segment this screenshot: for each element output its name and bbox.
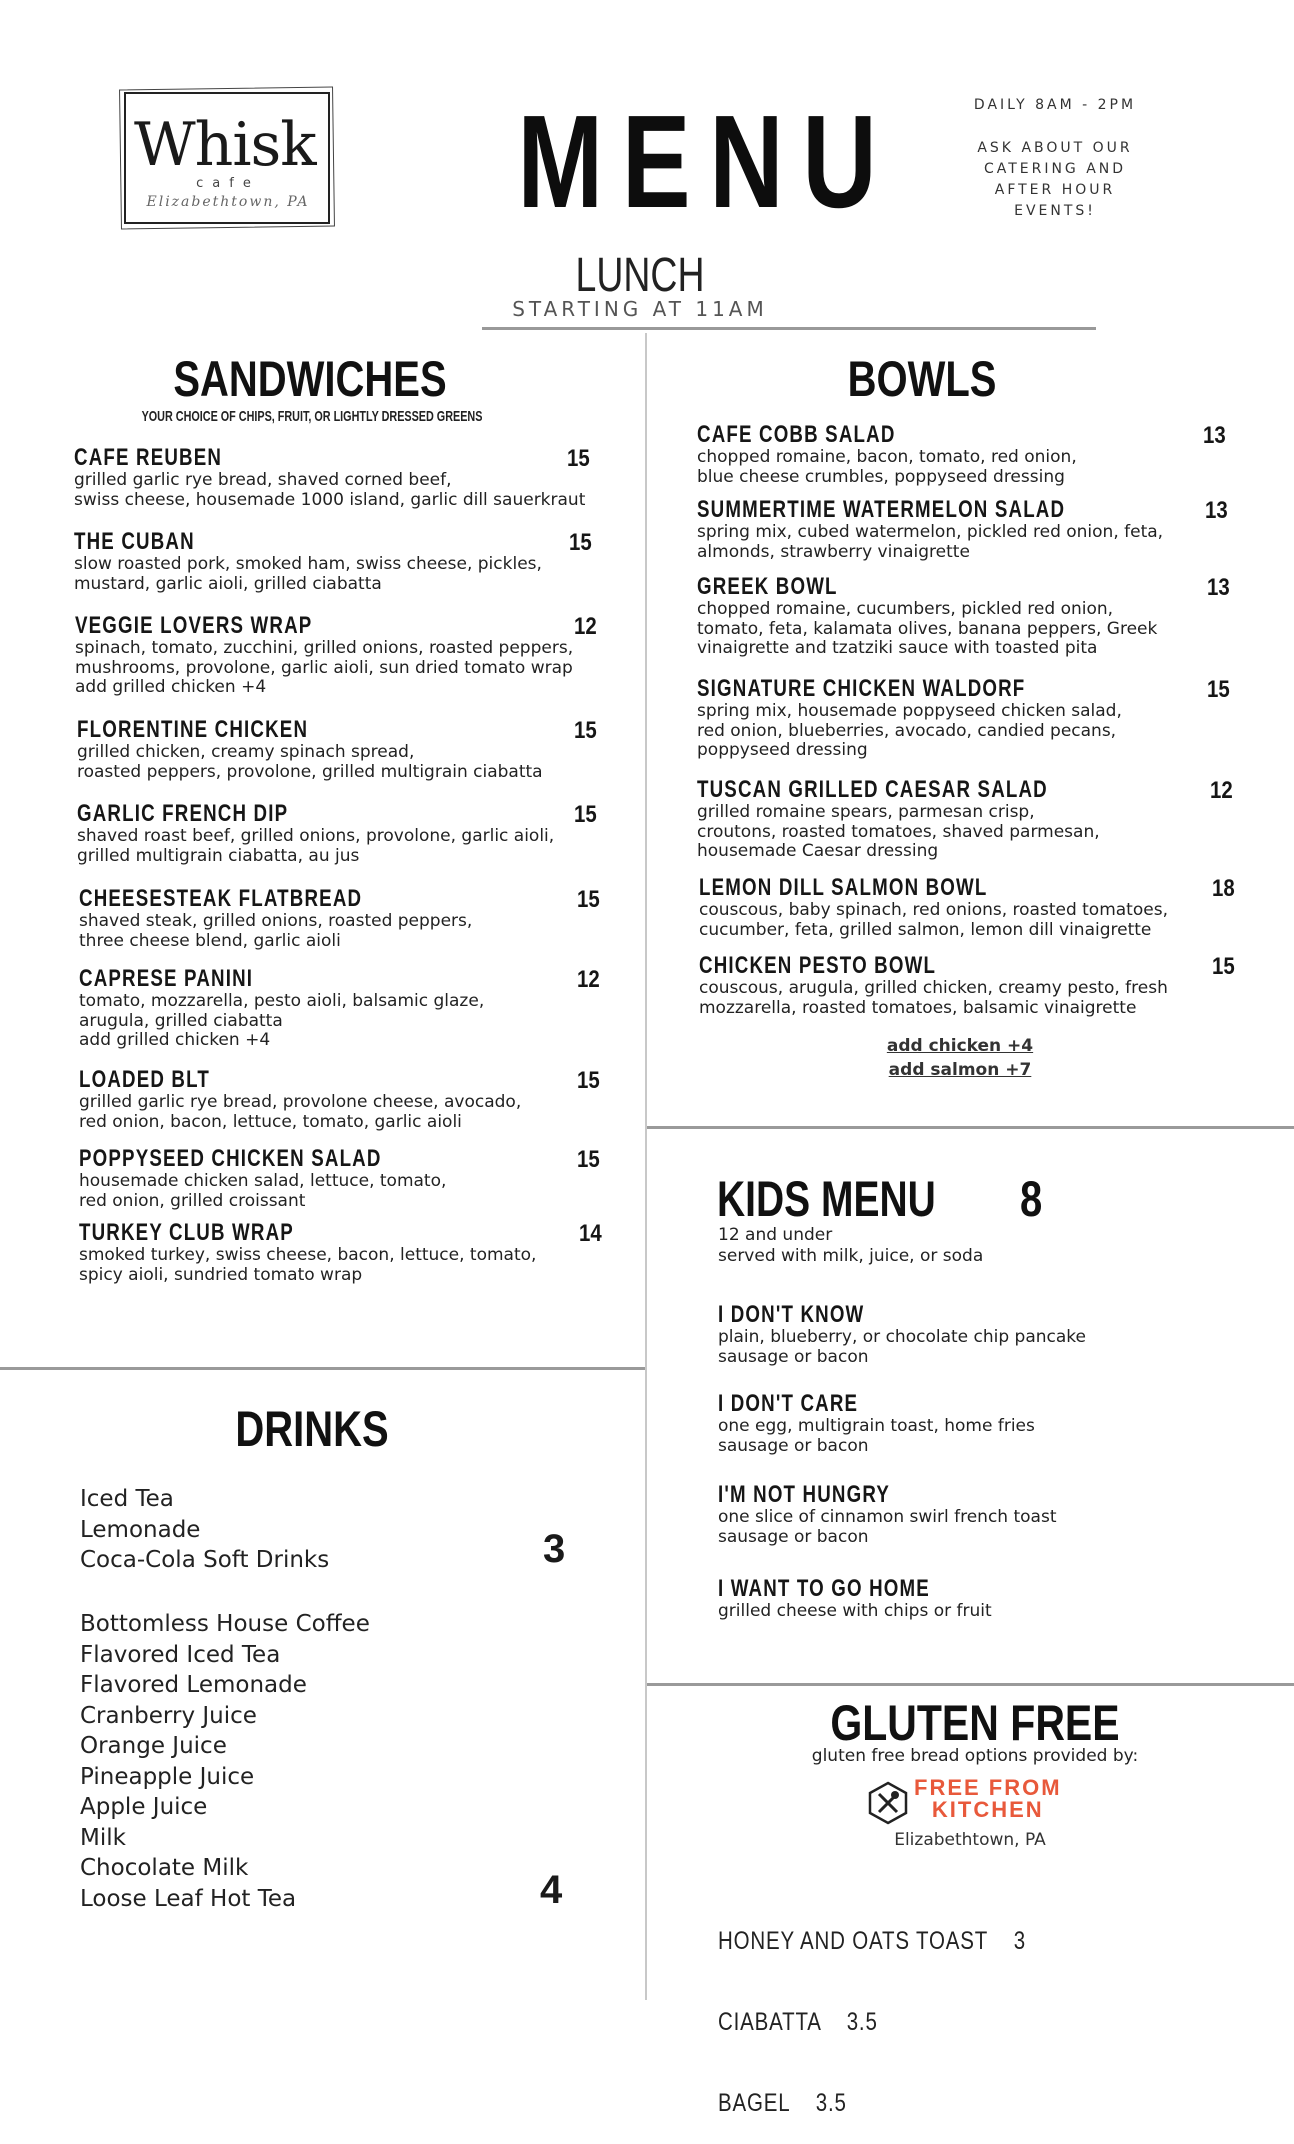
menu-item: THE CUBAN slow roasted pork, smoked ham, swiss cheese, pickles, mustard, garlic aioli, grilled ciabatta <box>74 528 542 594</box>
item-price: 12 <box>577 966 600 993</box>
drink-item: Cranberry Juice <box>80 1702 257 1729</box>
meal-heading: LUNCH <box>575 249 705 302</box>
free-from-kitchen-logo: FREE FROM KITCHEN <box>914 1775 1062 1822</box>
hours: DAILY 8AM - 2PM <box>973 97 1137 113</box>
item-price: 15 <box>574 801 597 828</box>
cafe-logo <box>120 88 336 230</box>
drink-price: 3 <box>543 1527 566 1571</box>
item-price: 12 <box>574 613 597 640</box>
menu-item: LOADED BLT grilled garlic rye bread, provolone cheese, avocado, red onion, bacon, lettuce, tomato, garlic aioli <box>79 1066 522 1132</box>
catering-note: ASK ABOUT OUR CATERING AND AFTER HOUR EVENTS! <box>977 140 1133 219</box>
menu-item: TURKEY CLUB WRAP smoked turkey, swiss cheese, bacon, lettuce, tomato, spicy aioli, sundried tomato wrap <box>79 1219 537 1285</box>
kids-price: 8 <box>1020 1171 1043 1227</box>
kids-note: 12 and under served with milk, juice, or soda <box>718 1225 984 1266</box>
sandwiches-subtitle: YOUR CHOICE OF CHIPS, FRUIT, OR LIGHTLY DRESSED GREENS <box>141 408 483 425</box>
menu-item: CHEESESTEAK FLATBREAD shaved steak, grilled onions, roasted peppers, three cheese blend, garlic aioli <box>79 885 473 951</box>
drink-list <box>80 1484 329 1576</box>
item-price: 15 <box>1212 953 1235 980</box>
addon-salmon: add salmon +7 <box>888 1060 1032 1080</box>
utensils-icon <box>866 1781 910 1825</box>
menu-item: I DON'T KNOW plain, blueberry, or chocolate chip pancake sausage or bacon <box>718 1301 1086 1367</box>
gluten-free-heading: GLUTEN FREE <box>830 1695 1120 1751</box>
menu-item: CAFE REUBEN grilled garlic rye bread, shaved corned beef, swiss cheese, housemade 1000 island, garlic dill sauerkraut <box>74 444 586 510</box>
menu-item: I'M NOT HUNGRY one slice of cinnamon swirl french toast sausage or bacon <box>718 1481 1057 1547</box>
logo-wordmark: Whisk <box>134 110 316 180</box>
item-price: 14 <box>579 1220 602 1247</box>
logo-cafe-label: cafe <box>196 176 260 191</box>
drink-item: Apple Juice <box>80 1794 208 1820</box>
menu-title: MENU <box>517 88 896 235</box>
gf-item: CIABATTA 3.5 <box>718 2008 878 2036</box>
item-price: 13 <box>1207 574 1230 601</box>
menu-item: POPPYSEED CHICKEN SALAD housemade chicken salad, lettuce, tomato, red onion, grilled croissant <box>79 1145 447 1211</box>
drinks-heading: DRINKS <box>235 1401 389 1457</box>
menu-item: CAPRESE PANINI tomato, mozzarella, pesto aioli, balsamic glaze, arugula, grilled ciabatta add grilled chicken +4 <box>79 965 485 1050</box>
drink-item: Iced Tea <box>80 1486 174 1512</box>
brand-town: Elizabethtown, PA <box>894 1830 1046 1850</box>
drink-item: Bottomless House Coffee <box>80 1611 370 1637</box>
drink-item: Orange Juice <box>80 1733 227 1759</box>
menu-item: VEGGIE LOVERS WRAP spinach, tomato, zucchini, grilled onions, roasted peppers, mushrooms, provolone, garlic aioli, sun dried tomato wrap add grilled chicken +4 <box>75 612 574 697</box>
item-price: 15 <box>577 1146 600 1173</box>
menu-item: I DON'T CARE one egg, multigrain toast, home fries sausage or bacon <box>718 1390 1035 1456</box>
gluten-free-note: gluten free bread options provided by: <box>811 1746 1139 1766</box>
logo-town: Elizabethtown, PA <box>146 194 310 210</box>
section-divider <box>0 1367 645 1370</box>
bowls-heading: BOWLS <box>847 351 997 407</box>
menu-item: GARLIC FRENCH DIP shaved roast beef, grilled onions, provolone, garlic aioli, grilled multigrain ciabatta, au jus <box>77 800 555 866</box>
section-divider <box>647 1126 1294 1129</box>
item-price: 13 <box>1203 422 1226 449</box>
addon-chicken: add chicken +4 <box>886 1036 1034 1056</box>
drink-item: Loose Leaf Hot Tea <box>80 1885 297 1912</box>
menu-item: CAFE COBB SALAD chopped romaine, bacon, tomato, red onion, blue cheese crumbles, poppyseed dressing <box>697 421 1077 487</box>
gf-item: HONEY AND OATS TOAST 3 <box>718 1927 1026 1955</box>
item-price: 12 <box>1210 777 1233 804</box>
drink-item: Pineapple Juice <box>80 1763 255 1790</box>
item-price: 15 <box>1207 676 1230 703</box>
item-price: 15 <box>567 445 590 472</box>
menu-item: LEMON DILL SALMON BOWL couscous, baby spinach, red onions, roasted tomatoes, cucumber, feta, grilled salmon, lemon dill vinaigrette <box>699 874 1168 940</box>
drink-item: Coca-Cola Soft Drinks <box>80 1547 330 1573</box>
kids-menu-heading: KIDS MENU <box>717 1171 936 1227</box>
sandwiches-heading: SANDWICHES <box>173 351 447 407</box>
gluten-free-list <box>718 1874 1026 2144</box>
column-divider <box>645 333 647 2000</box>
menu-item: GREEK BOWL chopped romaine, cucumbers, pickled red onion, tomato, feta, kalamata olives, banana peppers, Greek vinaigrette and tzatziki sauce with toasted pita <box>697 573 1158 658</box>
section-divider <box>647 1683 1294 1686</box>
divider <box>482 327 1096 330</box>
menu-item: CHICKEN PESTO BOWL couscous, arugula, grilled chicken, creamy pesto, fresh mozzarella, roasted tomatoes, balsamic vinaigrette <box>699 952 1168 1018</box>
item-price: 15 <box>569 529 592 556</box>
gf-item: BAGEL 3.5 <box>718 2089 847 2117</box>
drink-item: Milk <box>80 1824 126 1851</box>
drink-item: Chocolate Milk <box>80 1855 249 1881</box>
meal-start-time: STARTING AT 11AM <box>512 297 768 321</box>
drink-price: 4 <box>540 1868 563 1912</box>
item-price: 15 <box>574 717 597 744</box>
item-price: 15 <box>577 1067 600 1094</box>
menu-item: FLORENTINE CHICKEN grilled chicken, creamy spinach spread, roasted peppers, provolone, grilled multigrain ciabatta <box>77 716 543 782</box>
menu-item: I WANT TO GO HOME grilled cheese with chips or fruit <box>718 1575 992 1621</box>
drink-item: Flavored Lemonade <box>80 1672 307 1698</box>
drink-list <box>80 1609 370 1914</box>
menu-item: SUMMERTIME WATERMELON SALAD spring mix, cubed watermelon, pickled red onion, feta, almonds, strawberry vinaigrette <box>697 496 1164 562</box>
item-price: 13 <box>1205 497 1228 524</box>
item-price: 15 <box>577 886 600 913</box>
drink-item: Flavored Iced Tea <box>80 1641 281 1668</box>
item-price: 18 <box>1212 875 1235 902</box>
menu-item: TUSCAN GRILLED CAESAR SALAD grilled romaine spears, parmesan crisp, croutons, roasted tomatoes, shaved parmesan, housemade Caesar dressing <box>697 776 1100 861</box>
drink-item: Lemonade <box>80 1516 201 1543</box>
menu-item: SIGNATURE CHICKEN WALDORF spring mix, housemade poppyseed chicken salad, red onion, blueberries, avocado, candied pecans, poppyseed dressing <box>697 675 1122 760</box>
